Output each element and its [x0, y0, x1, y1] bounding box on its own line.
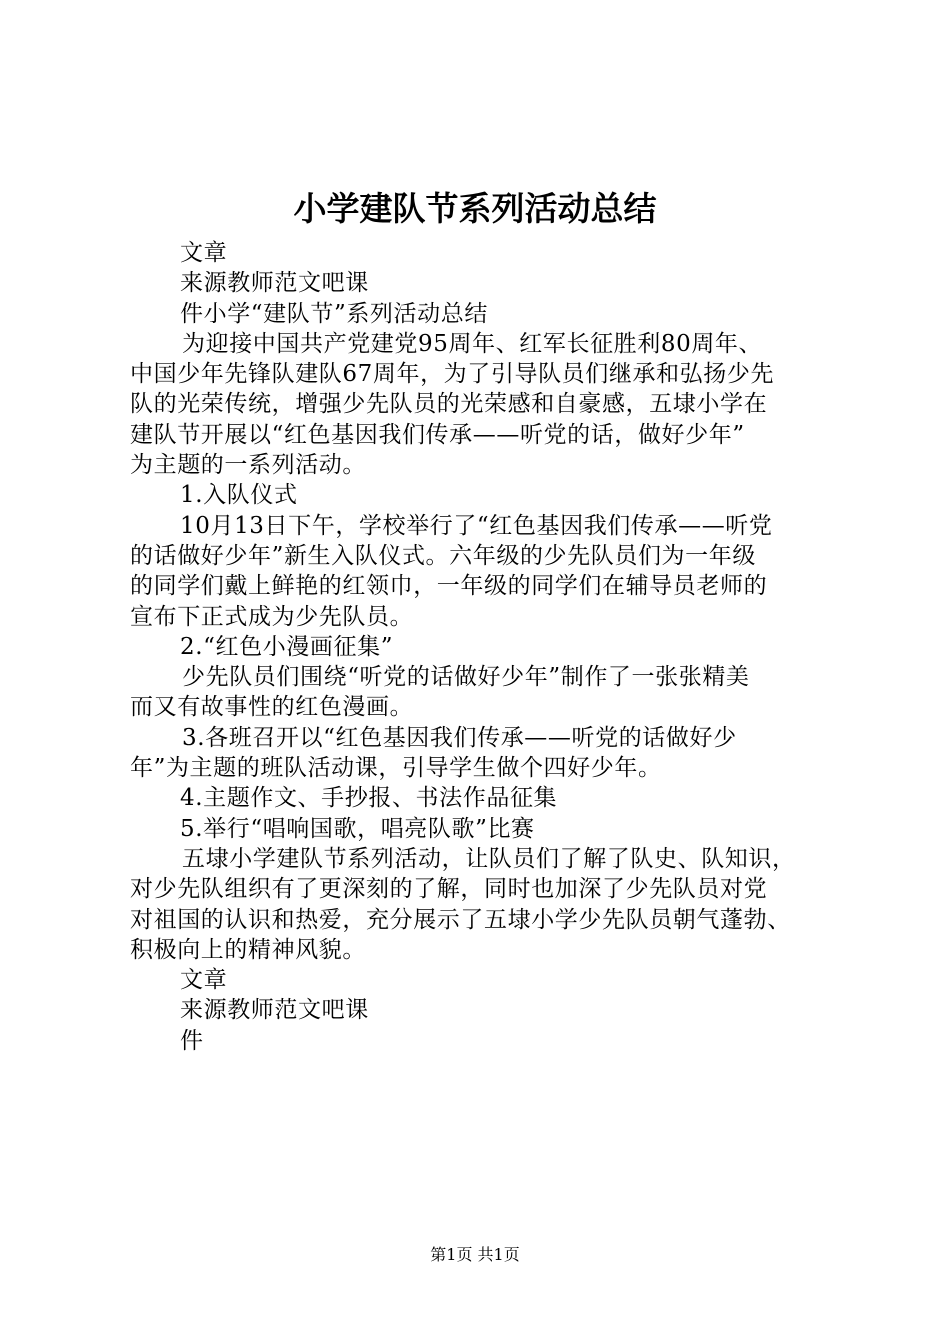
body-line: 建队节开展以“红色基因我们传承——听党的话，做好少年” — [130, 421, 745, 448]
document-body — [130, 238, 834, 1056]
body-line: 年”为主题的班队活动课，引导学生做个四好少年。 — [130, 755, 662, 782]
body-line: 文章 — [180, 240, 228, 266]
body-line: 对祖国的认识和热爱，充分展示了五埭小学少先队员朝气蓬勃、 — [130, 906, 791, 933]
body-line: 而又有故事性的红色漫画。 — [130, 694, 414, 721]
body-line: 为迎接中国共产党建党95周年、红军长征胜利80周年、 — [182, 330, 763, 357]
body-line: 来源教师范文吧课 — [180, 997, 369, 1024]
body-line: 10月13日下午，学校举行了“红色基因我们传承——听党 — [180, 512, 773, 539]
body-line: 队的光荣传统，增强少先队员的光荣感和自豪感，五埭小学在 — [130, 391, 768, 418]
body-line: 的话做好少年”新生入队仪式。六年级的少先队员们为一年级 — [130, 542, 756, 569]
body-line: 来源教师范文吧课 — [180, 270, 369, 297]
body-line: 的同学们戴上鲜艳的红领巾，一年级的同学们在辅导员老师的 — [130, 573, 768, 600]
body-line: 少先队员们围绕“听党的话做好少年”制作了一张张精美 — [182, 664, 750, 691]
body-line: 1.入队仪式 — [180, 482, 298, 509]
body-line: 2.“红色小漫画征集” — [180, 633, 394, 660]
body-line: 积极向上的精神风貌。 — [130, 936, 366, 963]
body-line: 件 — [180, 1027, 204, 1054]
body-line: 4.主题作文、手抄报、书法作品征集 — [180, 785, 558, 812]
body-line: 五埭小学建队节系列活动，让队员们了解了队史、队知识， — [182, 845, 796, 872]
body-line: 文章 — [180, 967, 228, 994]
body-line: 3.各班召开以“红色基因我们传承——听党的话做好少 — [182, 724, 737, 751]
document-title: 小学建队节系列活动总结 — [293, 189, 657, 228]
body-line: 中国少年先锋队建队67周年，为了引导队员们继承和弘扬少先 — [130, 361, 775, 388]
body-line: 对少先队组织有了更深刻的了解，同时也加深了少先队员对党 — [130, 876, 768, 903]
body-line: 为主题的一系列活动。 — [130, 452, 366, 479]
body-line: 宣布下正式成为少先队员。 — [130, 603, 414, 630]
page-footer: 第1页 共1页 — [430, 1245, 520, 1264]
body-line: 5.举行“唱响国歌，唱亮队歌”比赛 — [180, 815, 535, 842]
body-line: 件小学“建队节”系列活动总结 — [180, 300, 488, 327]
